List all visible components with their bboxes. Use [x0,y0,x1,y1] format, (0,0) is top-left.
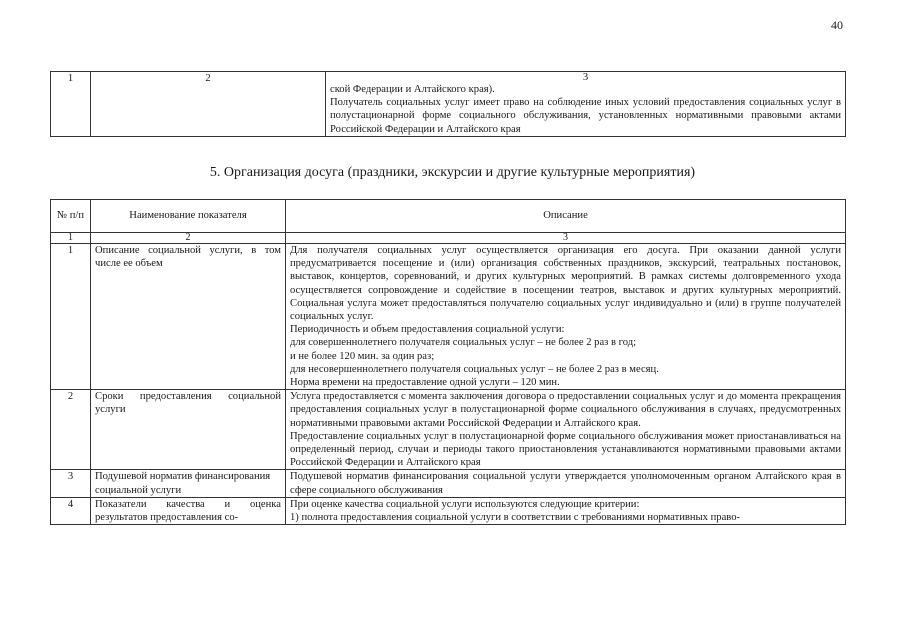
column-number-cell: 2 [91,233,286,244]
row-number: 4 [51,497,91,524]
paragraph: 1) полнота предоставления социальной услуги в соответствии с требованиями нормативных право- [290,512,741,524]
column-number-cell: 3 [286,233,846,244]
column-number-cell: 2 [91,72,326,137]
column-number-cell: 1 [51,233,91,244]
continuation-cell [326,72,846,137]
indicator-name: Показатели качества и оценка результатов предоставления со- [91,497,286,524]
paragraph: ской Федерации и Алтайского края). [330,84,495,95]
column-number-cell: 1 [51,72,91,137]
table-row [51,72,846,137]
paragraph: Получатель социальных услуг имеет право на соблюдение иных условий предоставления социальных услуг в полустационарной форме социального обслуживания, установленных нормативными правовыми актами Российской Федерации и Алтайского края [330,97,841,135]
paragraph: для несовершеннолетнего получателя социальных услуг – не более 2 раз в месяц. [290,363,659,375]
row-number: 1 [51,244,91,390]
paragraph: для совершеннолетнего получателя социальных услуг – не более 2 раз в год; [290,337,637,349]
table-header-row [51,200,846,233]
page-number: 40 [831,18,843,32]
paragraph: Предоставление социальных услуг в полустационарной форме социального обслуживания может приостанавливаться на определенный период, случаи и периоды такого приостановления устанавливаются нормативными правовыми актами Российской Федерации и Алтайского края [290,430,841,469]
indicator-description [286,244,846,390]
header-number: № п/п [51,200,91,233]
table-row [51,244,846,390]
service-table [50,199,846,525]
paragraph: Периодичность и объем предоставления социальной услуги: [290,324,565,336]
paragraph: и не более 120 мин. за один раз; [290,350,435,362]
header-name: Наименование показателя [91,200,286,233]
section-title: 5. Организация досуга (праздники, экскурсии и другие культурные мероприятия) [209,165,696,180]
row-number: 3 [51,470,91,497]
paragraph: Услуга предоставляется с момента заключения договора о предоставлении социальных услуг и до момента прекращения предоставления социальных услуг в полустационарной форме социального обслуживания в случаях, предусмотренных нормативными правовыми актами Российской Федерации и Алтайского края. [290,391,841,429]
row-number: 2 [51,390,91,470]
table-row [51,390,846,470]
table-row [51,497,846,524]
indicator-name: Описание социальной услуги, в том числе ее объем [91,244,286,390]
indicator-name: Подушевой норматив финансирования социальной услуги [91,470,286,497]
continuation-table [50,71,846,137]
column-number: 3 [582,72,589,83]
indicator-description [286,390,846,470]
paragraph: Подушевой норматив финансирования социальной услуги утверждается уполномоченным органом Алтайского края в сфере социального обслуживания [290,471,841,496]
indicator-name: Сроки предоставления социальной услуги [91,390,286,470]
paragraph: При оценке качества социальной услуги используются следующие критерии: [290,498,640,510]
paragraph: Для получателя социальных услуг осуществляется организация его досуга. При оказании данной услуги предусматривается посещение и (или) организация собственных праздников, экскурсий, театральных постановок, выставок, концертов, соревнований, и других культурных мероприятий. В рамках системы долговременного ухода осуществляется сопровождение и содействие в посещении театров, выставок и других культурных мероприятий. Социальная услуга может предоставляться получателю социальных услуг индивидуально и (или) в группе получателей социальных услуг. [290,245,841,323]
indicator-description [286,497,846,524]
paragraph: Норма времени на предоставление одной услуги – 120 мин. [290,377,560,389]
indicator-description [286,470,846,497]
header-description: Описание [286,200,846,233]
table-row [51,470,846,497]
column-numbering-row [51,233,846,244]
